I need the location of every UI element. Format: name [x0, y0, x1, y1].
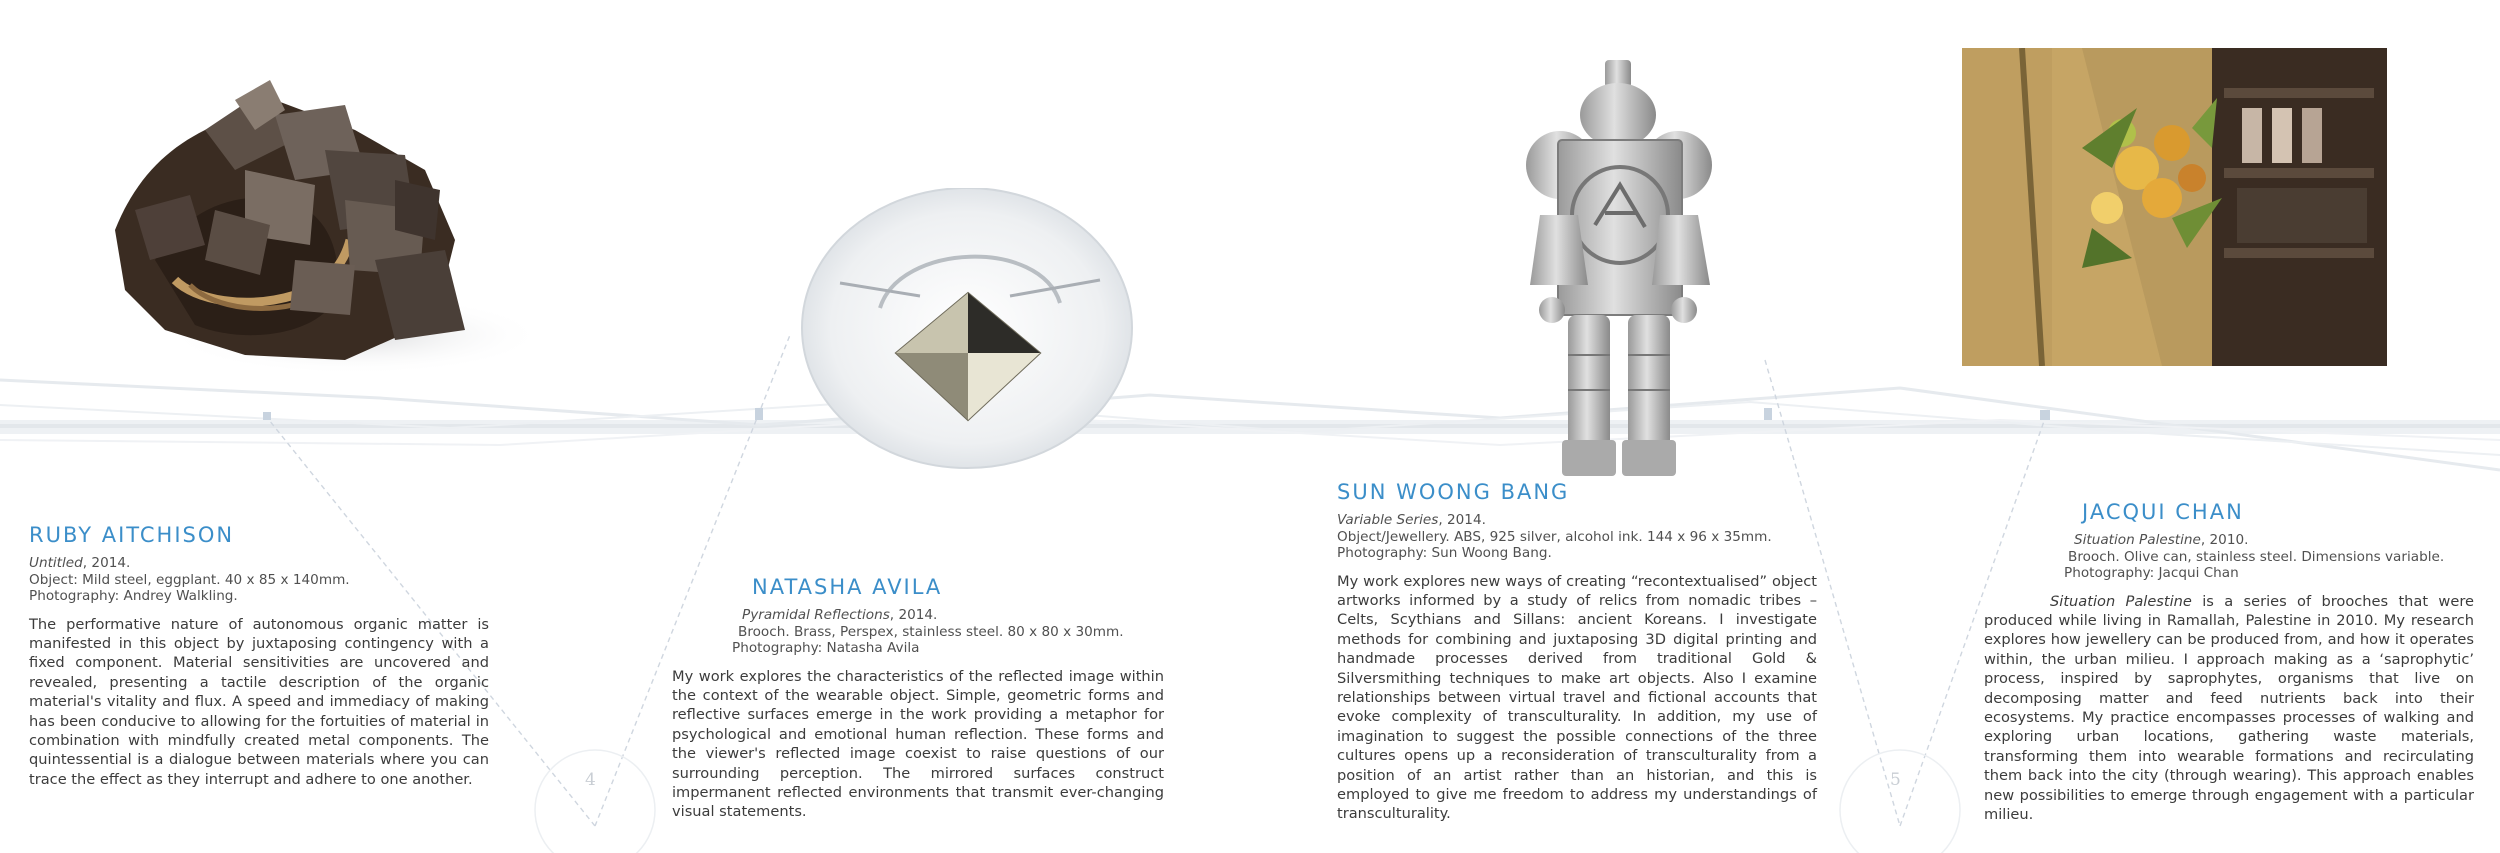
work-year: , 2010. — [2200, 532, 2249, 548]
work-title-line — [1337, 512, 1817, 529]
artist-name: SUN WOONG BANG — [1337, 480, 1570, 504]
work-title: Situation Palestine — [2074, 532, 2201, 548]
artist-statement: The performative nature of autonomous organic matter is manifested in this object by juxtaposing contingency with a fixed component. Material sensitivities are uncovered and revealed, presenting a tactile description of the organic material's vitality and flux. A speed and immediacy of making has been conducive to allowing for the fortuities of material in combination with mindfully created metal components. The quintessential is a dialogue between materials where you can trace the effect as they interrupt and adhere to one another. — [29, 615, 489, 788]
statement-lead-title: Situation Palestine — [2050, 592, 2192, 610]
work-title: Pyramidal Reflections — [742, 607, 890, 623]
object-line: Object: Mild steel, eggplant. 40 x 85 x 140mm. — [29, 571, 350, 588]
object-line: Object/Jewellery. ABS, 925 silver, alcohol ink. 144 x 96 x 35mm. — [1337, 528, 1772, 545]
page-number-right: 5 — [1890, 770, 1901, 790]
work-title: Variable Series — [1337, 512, 1439, 528]
photo-credit: Photography: Jacqui Chan — [2064, 565, 2239, 581]
work-title-line — [29, 555, 489, 572]
object-line: Brooch. Brass, Perspex, stainless steel. 80 x 80 x 30mm. — [738, 623, 1124, 640]
artist-name: RUBY AITCHISON — [29, 523, 235, 547]
artist-entry-natasha — [672, 575, 1164, 822]
work-title-line — [742, 607, 1164, 624]
artist-name: NATASHA AVILA — [752, 575, 943, 599]
jacqui-artwork-photo — [1962, 48, 2387, 366]
ruby-artwork-image — [95, 60, 535, 390]
artist-statement: My work explores new ways of creating “recontextualised” object artworks informed by a study of relics from nomadic tribes – Celts, Scythians and Sillans: ancient Koreans. I investigate methods for combining and juxtaposing 3D digital printing and handmade processes derived from traditional Gold & Silversmithing techniques to make art objects. Also I examine relationships between virtual travel and fictional accounts that evoke complexity of transculturality. In addition, my use of imagination to suggest the possible connections of the three cultures opens up a reconsideration of transculturality from a position of an artist rather than an historian, and this is employed to give me freedom to address my understandings of transculturality. — [1337, 572, 1817, 823]
photo-credit: Photography: Natasha Avila — [732, 640, 920, 656]
object-line: Brooch. Olive can, stainless steel. Dimensions variable. — [2068, 548, 2445, 565]
work-title-line — [2074, 532, 2474, 549]
photo-credit: Photography: Andrey Walkling. — [29, 588, 238, 604]
photo-credit: Photography: Sun Woong Bang. — [1337, 545, 1552, 561]
artist-name: JACQUI CHAN — [2082, 500, 2244, 524]
natasha-artwork-image — [800, 188, 1135, 473]
page-number-left: 4 — [585, 770, 596, 790]
work-title: Untitled — [29, 555, 83, 571]
statement-body: is a series of brooches that were produced while living in Ramallah, Palestine in 2010. My research explores how jewellery can be produced from, and how it operates within, the urban milieu. I approach making as a ‘saprophytic’ process, inspired by saprophytes, organisms that live on decomposing matter and feed nutrients back into their ecosystems. My practice encompasses processes of walking and exploring urban locations, gathering waste materials, transforming them into wearable formations and recirculating them back into the city (through wearing). This approach enables new possibilities to emerge through engagement with a particular milieu. — [1984, 592, 2474, 823]
artist-entry-ruby — [29, 523, 489, 789]
work-year: , 2014. — [82, 555, 131, 571]
artist-entry-jacqui — [1984, 500, 2474, 824]
sun-woong-artwork-image — [1470, 55, 1770, 480]
artist-statement: My work explores the characteristics of the reflected image within the context of the wearable object. Simple, geometric forms and reflective surfaces emerge in the work providing a metaphor for psychological and emotional human reflection. These forms and the viewer's reflected image coexist to raise questions of our surrounding perception. The mirrored surfaces construct impermanent reflected environments that transmit ever-changing visual statements. — [672, 667, 1164, 821]
work-year: , 2014. — [889, 607, 938, 623]
work-year: , 2014. — [1438, 512, 1486, 528]
artist-statement — [1984, 592, 2474, 825]
artist-entry-sun-woong — [1337, 480, 1817, 824]
